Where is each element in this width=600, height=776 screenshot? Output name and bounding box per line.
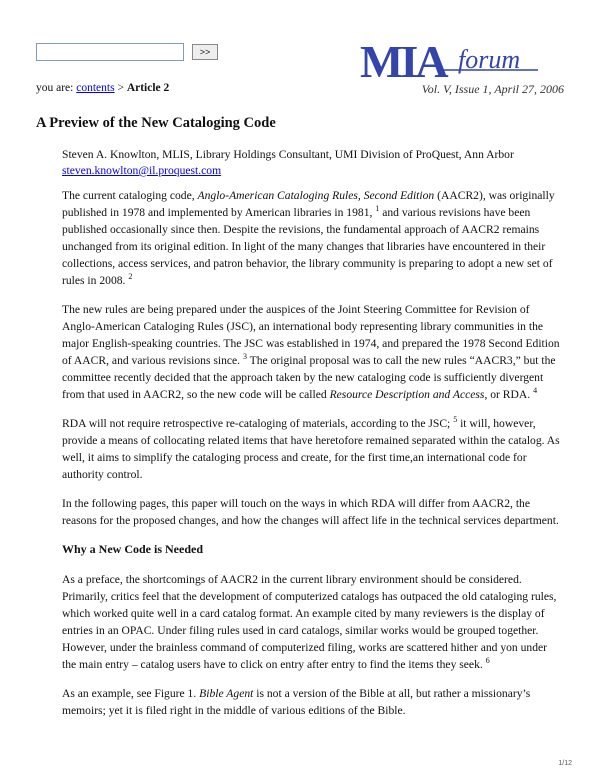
logo-word: forum — [458, 45, 521, 74]
breadcrumb-separator: > — [117, 82, 124, 94]
footnote-ref-1[interactable]: 1 — [375, 204, 380, 214]
breadcrumb-contents-link[interactable]: contents — [76, 82, 115, 94]
article-body — [62, 187, 564, 731]
logo-letters: MIA — [360, 40, 446, 84]
footnote-ref-5[interactable]: 5 — [453, 415, 458, 425]
search-bar — [36, 43, 218, 61]
footnote-ref-4[interactable]: 4 — [533, 386, 538, 396]
search-go-button[interactable]: >> — [192, 44, 218, 60]
section-heading: Why a New Code is Needed — [62, 542, 203, 556]
breadcrumb-prefix: you are: — [36, 82, 74, 94]
paragraph-2: The new rules are being prepared under the auspices of the Joint Steering Committee for Revision of Anglo-American Cataloging Rules (JSC), an international body representing library communities in the major English-speaking countries. The JSC was established in 1974, and prepared the 1978 Second Edition of AACR, and various revisions since. $^3$ The original proposal was to call the new rules “AACR3,” but the committee recently decided that the approach taken by the new cataloging code is sufficiently divergent from that used in AACR2, so the new code will be called Resource Description and Access, or RDA. $^4$ — [62, 303, 560, 401]
article-title: A Preview of the New Cataloging Code — [36, 115, 276, 131]
page-number: 1/12 — [558, 760, 572, 767]
paragraph-3: RDA will not require retrospective re-cataloging of materials, according to the JSC; $^5$ it will, however, provide a means of collocating related items that have heretofore remained separated within the catalog. As well, it aims to simplify the cataloging process and create, for the first time,an international code for authority control. — [62, 415, 560, 481]
footnote-ref-3[interactable]: 3 — [242, 352, 247, 362]
paragraph-5: As a preface, the shortcomings of AACR2 in the current library environment should be considered. Primarily, critics feel that the development of computerized catalogs has outpaced the old cataloging rules, which worked quite well in a card catalog format. An example cited by many reviewers is the display of entries in an OPAC. Under filing rules used in card catalogs, similar works would be grouped together. However, under the brainless command of computerized filing, works are scattered hither and yon under the main entry – catalog users have to click on entry after entry to find the items they seek. $^6$ — [62, 573, 557, 671]
mia-forum-logo — [360, 40, 575, 84]
footnote-ref-2[interactable]: 2 — [128, 272, 133, 282]
search-input[interactable] — [36, 43, 184, 61]
issue-info: Vol. V, Issue 1, April 27, 2006 — [421, 82, 564, 96]
breadcrumb — [36, 82, 169, 94]
paragraph-4: In the following pages, this paper will touch on the ways in which RDA will differ from AACR2, the reasons for the proposed changes, and how the changes will affect life in the technical services department. — [62, 497, 559, 527]
author-email-link[interactable]: steven.knowlton@il.proquest.com — [62, 164, 222, 177]
author-block — [62, 147, 514, 179]
paragraph-6: As an example, see Figure 1. Bible Agent is not a version of the Bible at all, but rather a missionary’s memoirs; yet it is filed right in the middle of various editions of the Bible. — [62, 687, 531, 717]
author-line: Steven A. Knowlton, MLIS, Library Holdings Consultant, UMI Division of ProQuest, Ann Arbor — [62, 148, 514, 161]
paragraph-1: The current cataloging code, Anglo-American Cataloging Rules, Second Edition (AACR2), was originally published in 1978 and implemented by American libraries in 1981, $^1$ and various revisions have been published occasionally since then. Despite the revisions, the fundamental approach of AACR2 remains unchanged from its original edition. In light of the many changes that libraries have encountered in their collections, access services, and patron behavior, the library community is preparing to adopt a new set of rules in 2008. $^2$ — [62, 189, 555, 287]
footnote-ref-6[interactable]: 6 — [485, 656, 490, 666]
breadcrumb-current: Article 2 — [126, 82, 170, 94]
